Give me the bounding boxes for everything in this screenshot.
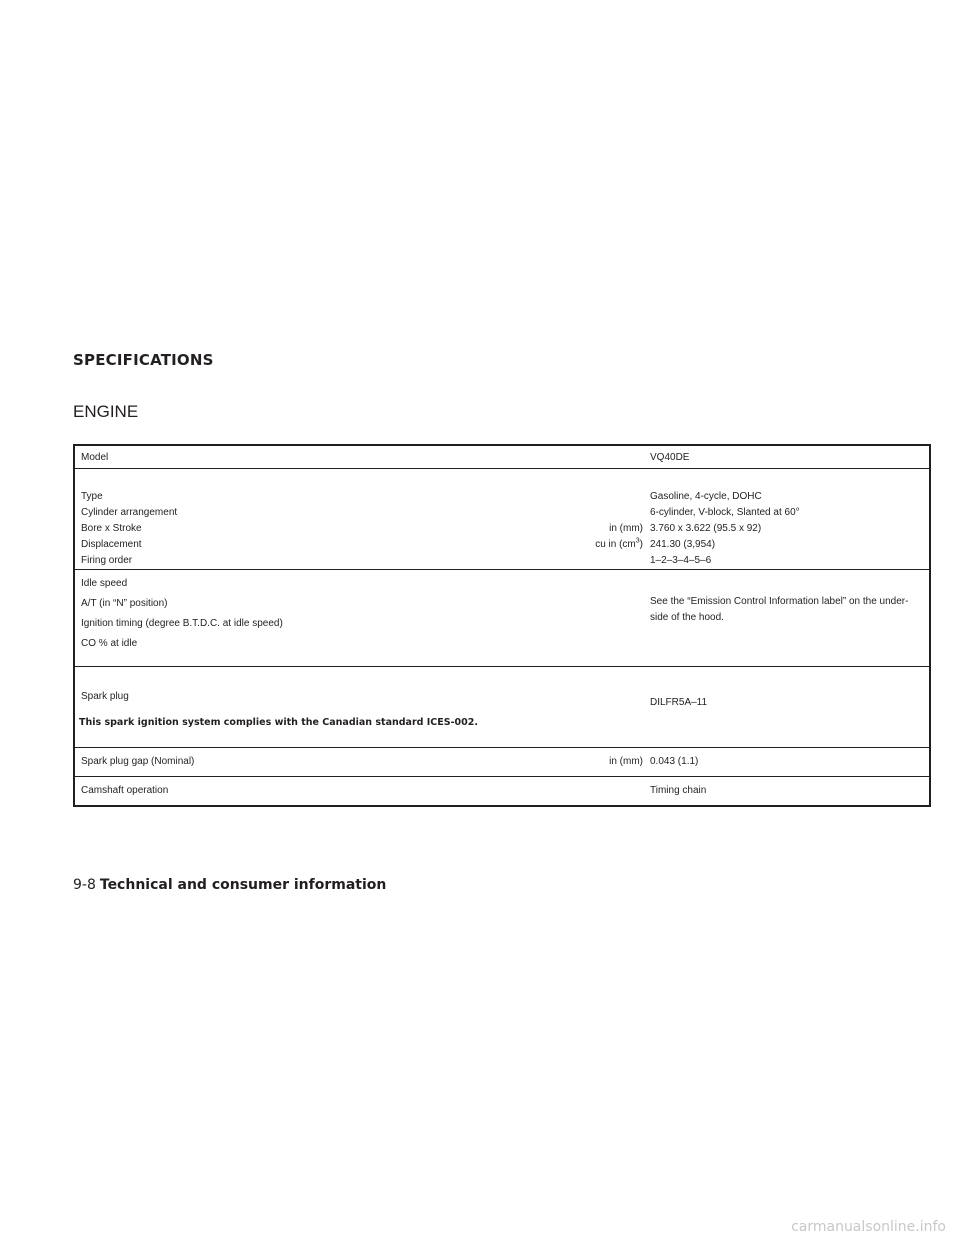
displacement-unit: cu in $(cm^3)$ <box>595 537 643 550</box>
model-unit <box>474 445 646 469</box>
firing-order-value: 1–2–3–4–5–6 <box>650 555 712 566</box>
chapter-title: Technical and consumer information <box>99 877 387 893</box>
firing-order-label: Firing order <box>81 555 133 566</box>
idle-units <box>474 570 646 667</box>
ices-footnote: This spark ignition system complies with the Canadian standard ICES-002. <box>79 717 478 728</box>
displacement-label: Displacement <box>81 539 142 550</box>
table-row-engine-basics <box>74 469 930 570</box>
model-value: VQ40DE <box>646 445 930 469</box>
table-row-model <box>74 445 930 469</box>
camshaft-unit <box>474 777 646 807</box>
camshaft-value: Timing chain <box>646 777 930 807</box>
table-row-idle <box>74 570 930 667</box>
section-title: SPECIFICATIONS <box>73 351 214 369</box>
bore-stroke-value: 3.760 x 3.622 (95.5 x 92) <box>650 523 762 534</box>
cylinder-arrangement-label: Cylinder arrangement <box>81 507 178 518</box>
spark-plug-gap-unit: in (mm) <box>474 748 646 777</box>
table-row-camshaft <box>74 777 930 807</box>
engine-basics-units <box>474 469 646 570</box>
engine-basics-labels <box>74 469 474 570</box>
ignition-timing-label: Ignition timing (degree B.T.D.C. at idle speed) <box>81 618 283 629</box>
page-footer <box>73 876 386 893</box>
site-watermark: carmanualsonline.info <box>791 1219 946 1235</box>
spark-plug-gap-label: Spark plug gap (Nominal) <box>74 748 474 777</box>
idle-speed-label: Idle speed <box>81 578 128 589</box>
camshaft-label: Camshaft operation <box>74 777 474 807</box>
engine-spec-table <box>73 444 931 807</box>
emission-note-line2: side of the hood. <box>650 612 724 623</box>
bore-stroke-label: Bore x Stroke <box>81 523 142 534</box>
spark-plug-gap-value: 0.043 (1.1) <box>646 748 930 777</box>
idle-labels <box>74 570 474 667</box>
cylinder-arrangement-value: 6-cylinder, V-block, Slanted at 60° <box>650 507 800 518</box>
emission-note <box>646 570 930 667</box>
subsection-title: ENGINE <box>73 402 139 421</box>
table-row-spark-plug-gap <box>74 748 930 777</box>
spark-plug-unit <box>474 667 646 748</box>
spark-plug-label: Spark plug <box>74 667 474 748</box>
page-number: 9-8 <box>73 877 96 893</box>
table-row-spark-plug <box>74 667 930 748</box>
emission-note-line1: See the “Emission Control Information label” on the under- <box>650 596 909 607</box>
model-label: Model <box>74 445 474 469</box>
bore-stroke-unit: in (mm) <box>609 523 643 534</box>
type-label: Type <box>81 491 103 502</box>
engine-basics-values <box>646 469 930 570</box>
spark-plug-value: DILFR5A–11 <box>646 667 930 748</box>
co-idle-label: CO % at idle <box>81 638 138 649</box>
type-value: Gasoline, 4-cycle, DOHC <box>650 491 762 502</box>
at-position-label: A/T (in “N” position) <box>81 598 168 609</box>
displacement-value: 241.30 (3,954) <box>650 539 716 550</box>
